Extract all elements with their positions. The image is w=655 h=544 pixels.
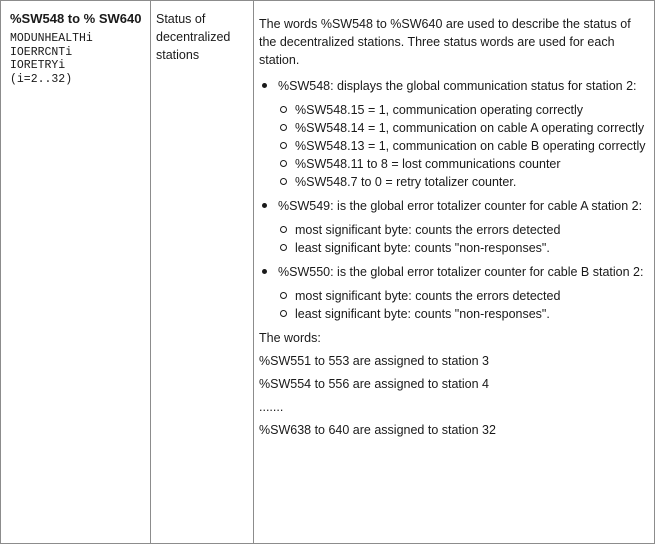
sub-item-text: %SW548.7 to 0 = retry totalizer counter. (295, 175, 517, 189)
sub-item-text: most significant byte: counts the errors detected (295, 289, 561, 303)
sub-list-item (278, 101, 646, 119)
list-item (259, 77, 646, 191)
sub-item-text: %SW548.11 to 8 = lost communications counter (295, 157, 561, 171)
assignment-line: %SW638 to 640 are assigned to station 32 (259, 423, 496, 437)
sub-item-text: least significant byte: counts "non-responses". (295, 307, 550, 321)
station-assignments (259, 329, 646, 439)
circle-bullet (280, 244, 287, 251)
word-aliases (10, 32, 144, 86)
bullet-dot (262, 203, 267, 208)
list-item (259, 197, 646, 257)
sub-list-item (278, 287, 646, 305)
description-cell (254, 1, 654, 543)
function-text: Status of decentralized stations (156, 12, 231, 62)
assignment-line: %SW554 to 556 are assigned to station 4 (259, 377, 490, 391)
circle-bullet (280, 124, 287, 131)
bullet-dot (262, 269, 267, 274)
sub-item-text: %SW548.13 = 1, communication on cable B operating correctly (295, 139, 646, 153)
sub-list-item (278, 119, 646, 137)
alias-index-range: (i=2..32) (10, 72, 73, 86)
sub-list-item (278, 305, 646, 323)
circle-bullet (280, 226, 287, 233)
sub-item-text: %SW548.15 = 1, communication operating correctly (295, 103, 583, 117)
word-range-title: %SW548 to % SW640 (10, 11, 142, 26)
ellipsis-line: ....... (259, 400, 284, 414)
circle-bullet (280, 310, 287, 317)
circle-bullet (280, 178, 287, 185)
alias-modunhealth: MODUNHEALTHi (10, 32, 93, 45)
alias-ioerrcnt: IOERRCNTi (10, 45, 73, 59)
circle-bullet (280, 106, 287, 113)
sub-list-item (278, 137, 646, 155)
sub-list-item (278, 155, 646, 173)
circle-bullet (280, 160, 287, 167)
sub-list (278, 221, 646, 257)
sub-list-item (278, 173, 646, 191)
status-word-list (259, 77, 646, 323)
assignment-line: %SW551 to 553 are assigned to station 3 (259, 354, 490, 368)
sub-list (278, 287, 646, 323)
alias-ioretry: IORETRYi (10, 59, 66, 72)
sub-list-item (278, 221, 646, 239)
bullet-text: %SW548: displays the global communication status for station 2: (278, 79, 637, 93)
sub-list (278, 101, 646, 191)
sub-list-item (278, 239, 646, 257)
word-name-cell (1, 1, 151, 543)
bullet-dot (262, 83, 267, 88)
words-label: The words: (259, 331, 321, 345)
circle-bullet (280, 142, 287, 149)
sub-item-text: most significant byte: counts the errors detected (295, 223, 561, 237)
list-item (259, 263, 646, 323)
function-cell (151, 1, 254, 543)
circle-bullet (280, 292, 287, 299)
description-intro: The words %SW548 to %SW640 are used to describe the status of the decentralized stations. Three status words are used for each station. (259, 17, 631, 67)
bullet-text: %SW549: is the global error totalizer counter for cable A station 2: (278, 199, 643, 213)
sub-item-text: least significant byte: counts "non-responses". (295, 241, 550, 255)
sub-item-text: %SW548.14 = 1, communication on cable A operating correctly (295, 121, 645, 135)
bullet-text: %SW550: is the global error totalizer counter for cable B station 2: (278, 265, 644, 279)
